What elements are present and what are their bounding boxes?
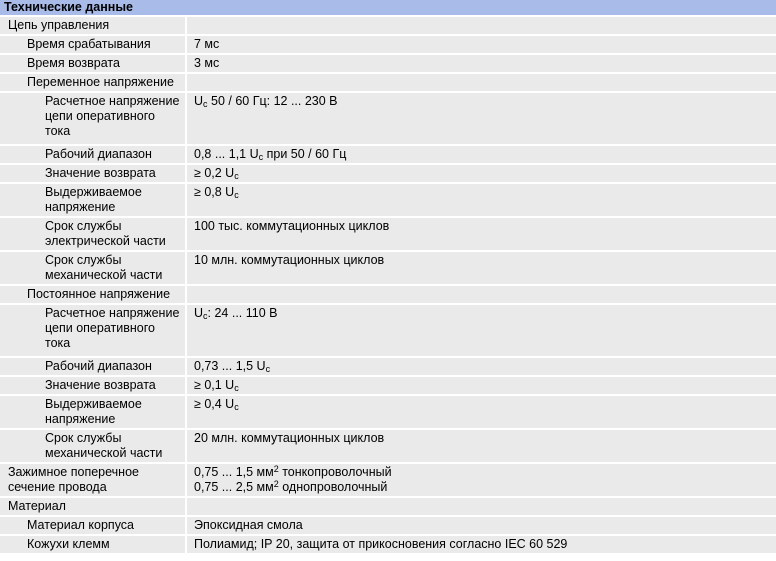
row-label: Выдерживаемое напряжение [0, 396, 187, 430]
table-row [0, 286, 776, 305]
row-label: Срок службы электрической части [0, 218, 187, 252]
table-row [0, 17, 776, 36]
row-value: ≥ 0,2 $U_c$ [187, 165, 776, 184]
row-value [187, 498, 776, 517]
row-label: Расчетное напряжение цепи оперативного тока [0, 305, 187, 358]
row-label: Цепь управления [0, 17, 187, 36]
row-value: 0,75 ... 1,5 $мм^2$ тонкопроволочный 0,75 ... 2,5 $мм^2$ однопроволочный [187, 464, 776, 498]
row-label: Рабочий диапазон [0, 146, 187, 165]
row-value [187, 17, 776, 36]
row-label: Переменное напряжение [0, 74, 187, 93]
row-value [187, 286, 776, 305]
row-label: Кожухи клемм [0, 536, 187, 555]
row-value: $U_c$ 50 / 60 Гц: 12 ... 230 В [187, 93, 776, 146]
table-row [0, 358, 776, 377]
table-row [0, 55, 776, 74]
table-row [0, 517, 776, 536]
row-label: Постоянное напряжение [0, 286, 187, 305]
row-label: Срок службы механической части [0, 430, 187, 464]
row-value: ≥ 0,1 $U_c$ [187, 377, 776, 396]
table-row [0, 305, 776, 358]
row-label: Срок службы механической части [0, 252, 187, 286]
row-label: Материал [0, 498, 187, 517]
row-label: Материал корпуса [0, 517, 187, 536]
table-row [0, 377, 776, 396]
row-value: $U_c$: 24 ... 110 В [187, 305, 776, 358]
row-value: 7 мс [187, 36, 776, 55]
row-value: Полиамид; IP 20, защита от прикосновения согласно IEC 60 529 [187, 536, 776, 555]
row-label: Время срабатывания [0, 36, 187, 55]
row-label: Зажимное поперечное сечение провода [0, 464, 187, 498]
row-label: Время возврата [0, 55, 187, 74]
table-body [0, 17, 776, 555]
table-header-title: Технические данные [0, 0, 776, 17]
row-value [187, 74, 776, 93]
row-value: ≥ 0,4 $U_c$ [187, 396, 776, 430]
table-row [0, 74, 776, 93]
row-label: Выдерживаемое напряжение [0, 184, 187, 218]
table-row [0, 165, 776, 184]
table-row [0, 252, 776, 286]
row-value: ≥ 0,8 $U_c$ [187, 184, 776, 218]
table-row [0, 498, 776, 517]
row-value: 3 мс [187, 55, 776, 74]
row-value: Эпоксидная смола [187, 517, 776, 536]
row-value: 100 тыс. коммутационных циклов [187, 218, 776, 252]
table-row [0, 146, 776, 165]
row-value: 0,8 ... 1,1 $U_c$ при 50 / 60 Гц [187, 146, 776, 165]
row-value: 0,73 ... 1,5 $U_c$ [187, 358, 776, 377]
row-label: Значение возврата [0, 377, 187, 396]
row-label: Значение возврата [0, 165, 187, 184]
table-row [0, 464, 776, 498]
table-row [0, 536, 776, 555]
table-row [0, 218, 776, 252]
table-row [0, 396, 776, 430]
row-label: Расчетное напряжение цепи оперативного тока [0, 93, 187, 146]
table-row [0, 93, 776, 146]
row-value: 20 млн. коммутационных циклов [187, 430, 776, 464]
row-label: Рабочий диапазон [0, 358, 187, 377]
table-row [0, 430, 776, 464]
row-value: 10 млн. коммутационных циклов [187, 252, 776, 286]
table-row [0, 184, 776, 218]
table-row [0, 36, 776, 55]
